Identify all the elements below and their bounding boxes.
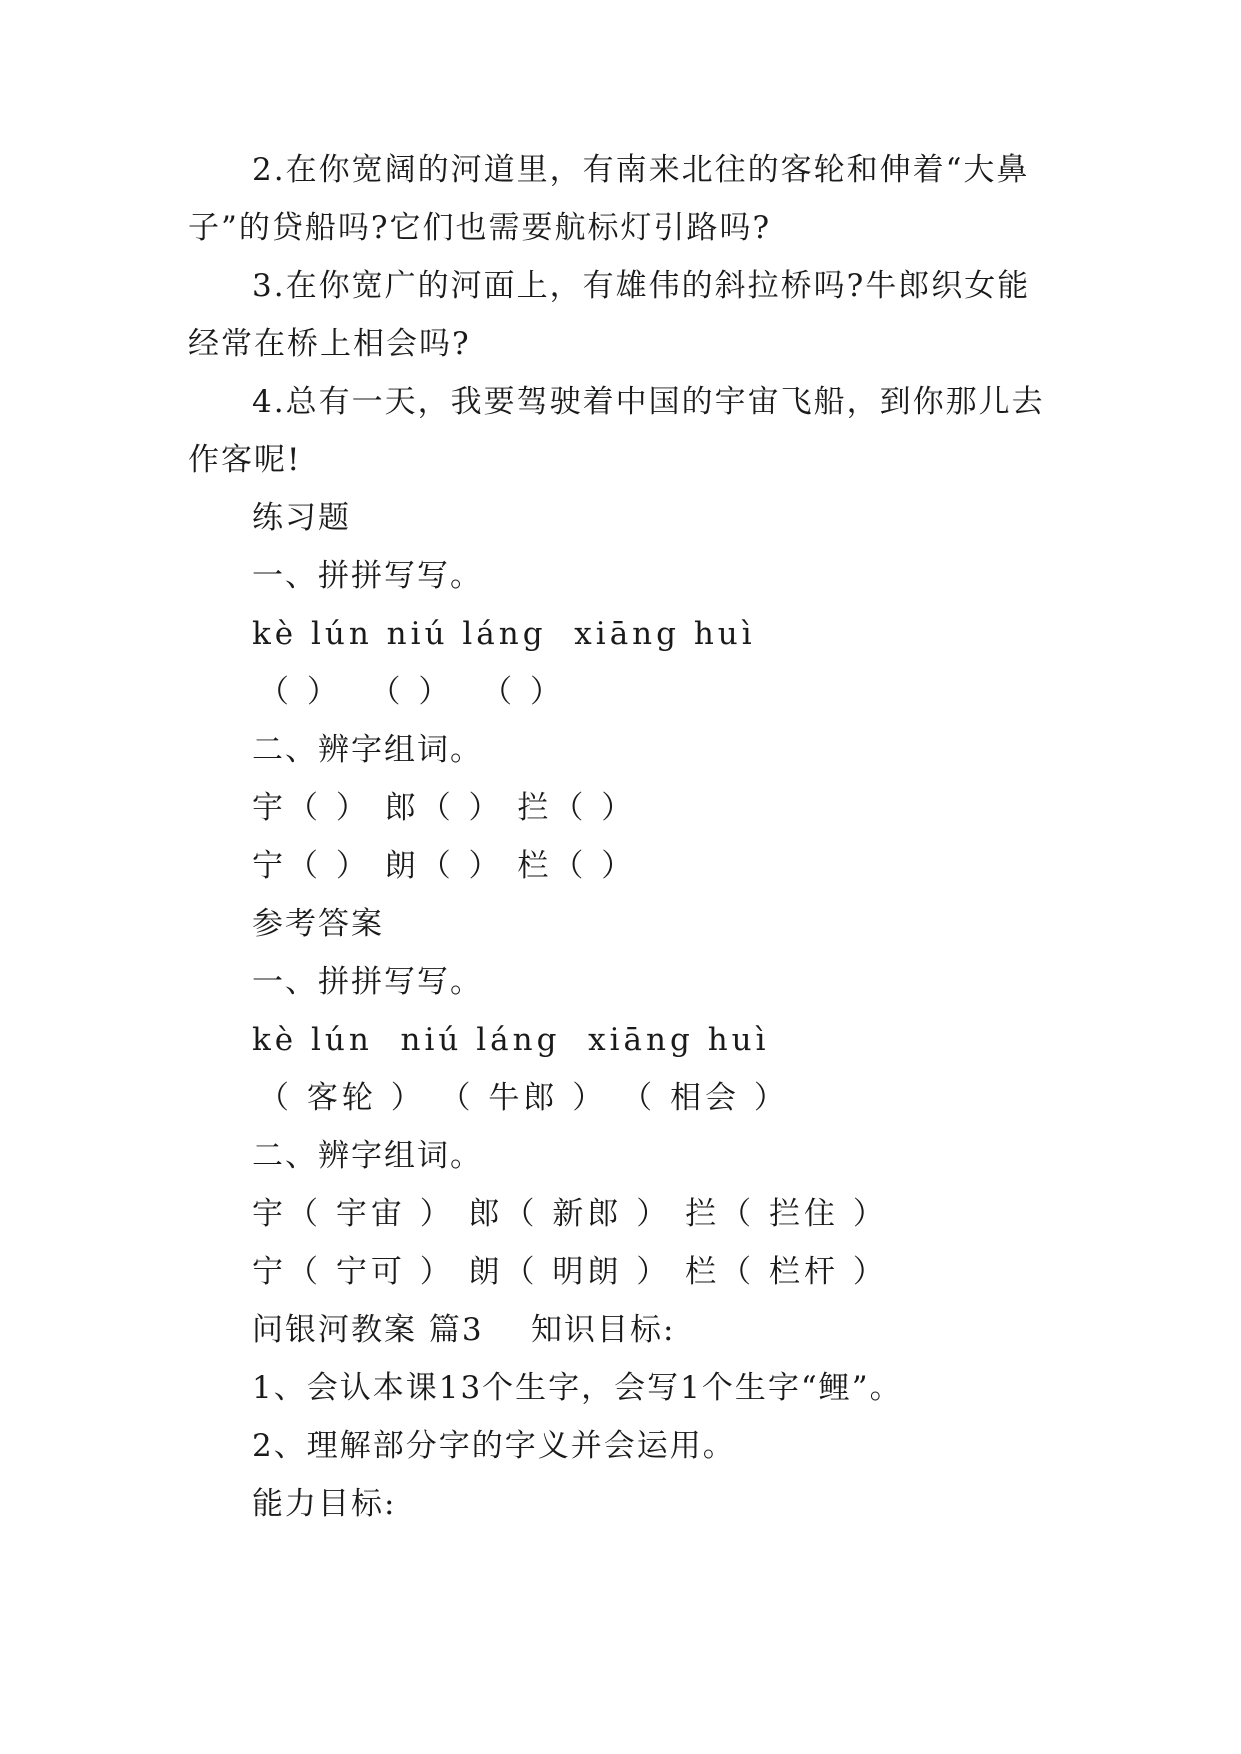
exercises-word-row-2: 宁（ ） 朗（ ） 栏（ ） <box>252 848 637 884</box>
paragraph-3-line-1: 3.在你宽广的河面上，有雄伟的斜拉桥吗?牛郎织女能 <box>252 268 1031 304</box>
exercises-word-row-1: 宇（ ） 郎（ ） 拦（ ） <box>252 790 637 826</box>
knowledge-goal-1: 1、会认本课13个生字，会写1个生字“鲤”。 <box>252 1370 903 1406</box>
answers-section-1-title: 一、拼拼写写。 <box>252 964 483 1000</box>
ability-goal-heading: 能力目标: <box>252 1486 397 1522</box>
answers-word-row-2: 宁（ 宁可 ） 朗（ 明朗 ） 栏（ 栏杆 ） <box>252 1254 888 1290</box>
exercises-heading: 练习题 <box>252 500 351 536</box>
next-lesson-title: 问银河教案 篇3 知识目标: <box>252 1312 676 1348</box>
exercises-section-2-title: 二、辨字组词。 <box>252 732 483 768</box>
paragraph-2-line-2: 子”的贷船吗?它们也需要航标灯引路吗? <box>188 210 772 246</box>
exercises-section-1-title: 一、拼拼写写。 <box>252 558 483 594</box>
exercises-blanks: （ ） （ ） （ ） <box>258 674 565 710</box>
paragraph-4-line-1: 4.总有一天，我要驾驶着中国的宇宙飞船，到你那儿去 <box>252 384 1045 420</box>
paragraph-2-line-1: 2.在你宽阔的河道里，有南来北往的客轮和伸着“大鼻 <box>252 152 1030 188</box>
answers-word-row-1: 宇（ 宇宙 ） 郎（ 新郎 ） 拦（ 拦住 ） <box>252 1196 888 1232</box>
answers-heading: 参考答案 <box>252 906 384 942</box>
answers-blanks: （ 客轮 ） （ 牛郎 ） （ 相会 ） <box>258 1080 789 1116</box>
exercises-pinyin: kè lún niú láng xiāng huì <box>252 616 756 652</box>
answers-section-2-title: 二、辨字组词。 <box>252 1138 483 1174</box>
answers-pinyin: kè lún niú láng xiāng huì <box>252 1022 770 1058</box>
paragraph-4-line-2: 作客呢! <box>188 442 302 478</box>
knowledge-goal-2: 2、理解部分字的字义并会运用。 <box>252 1428 736 1464</box>
paragraph-3-line-2: 经常在桥上相会吗? <box>188 326 471 362</box>
